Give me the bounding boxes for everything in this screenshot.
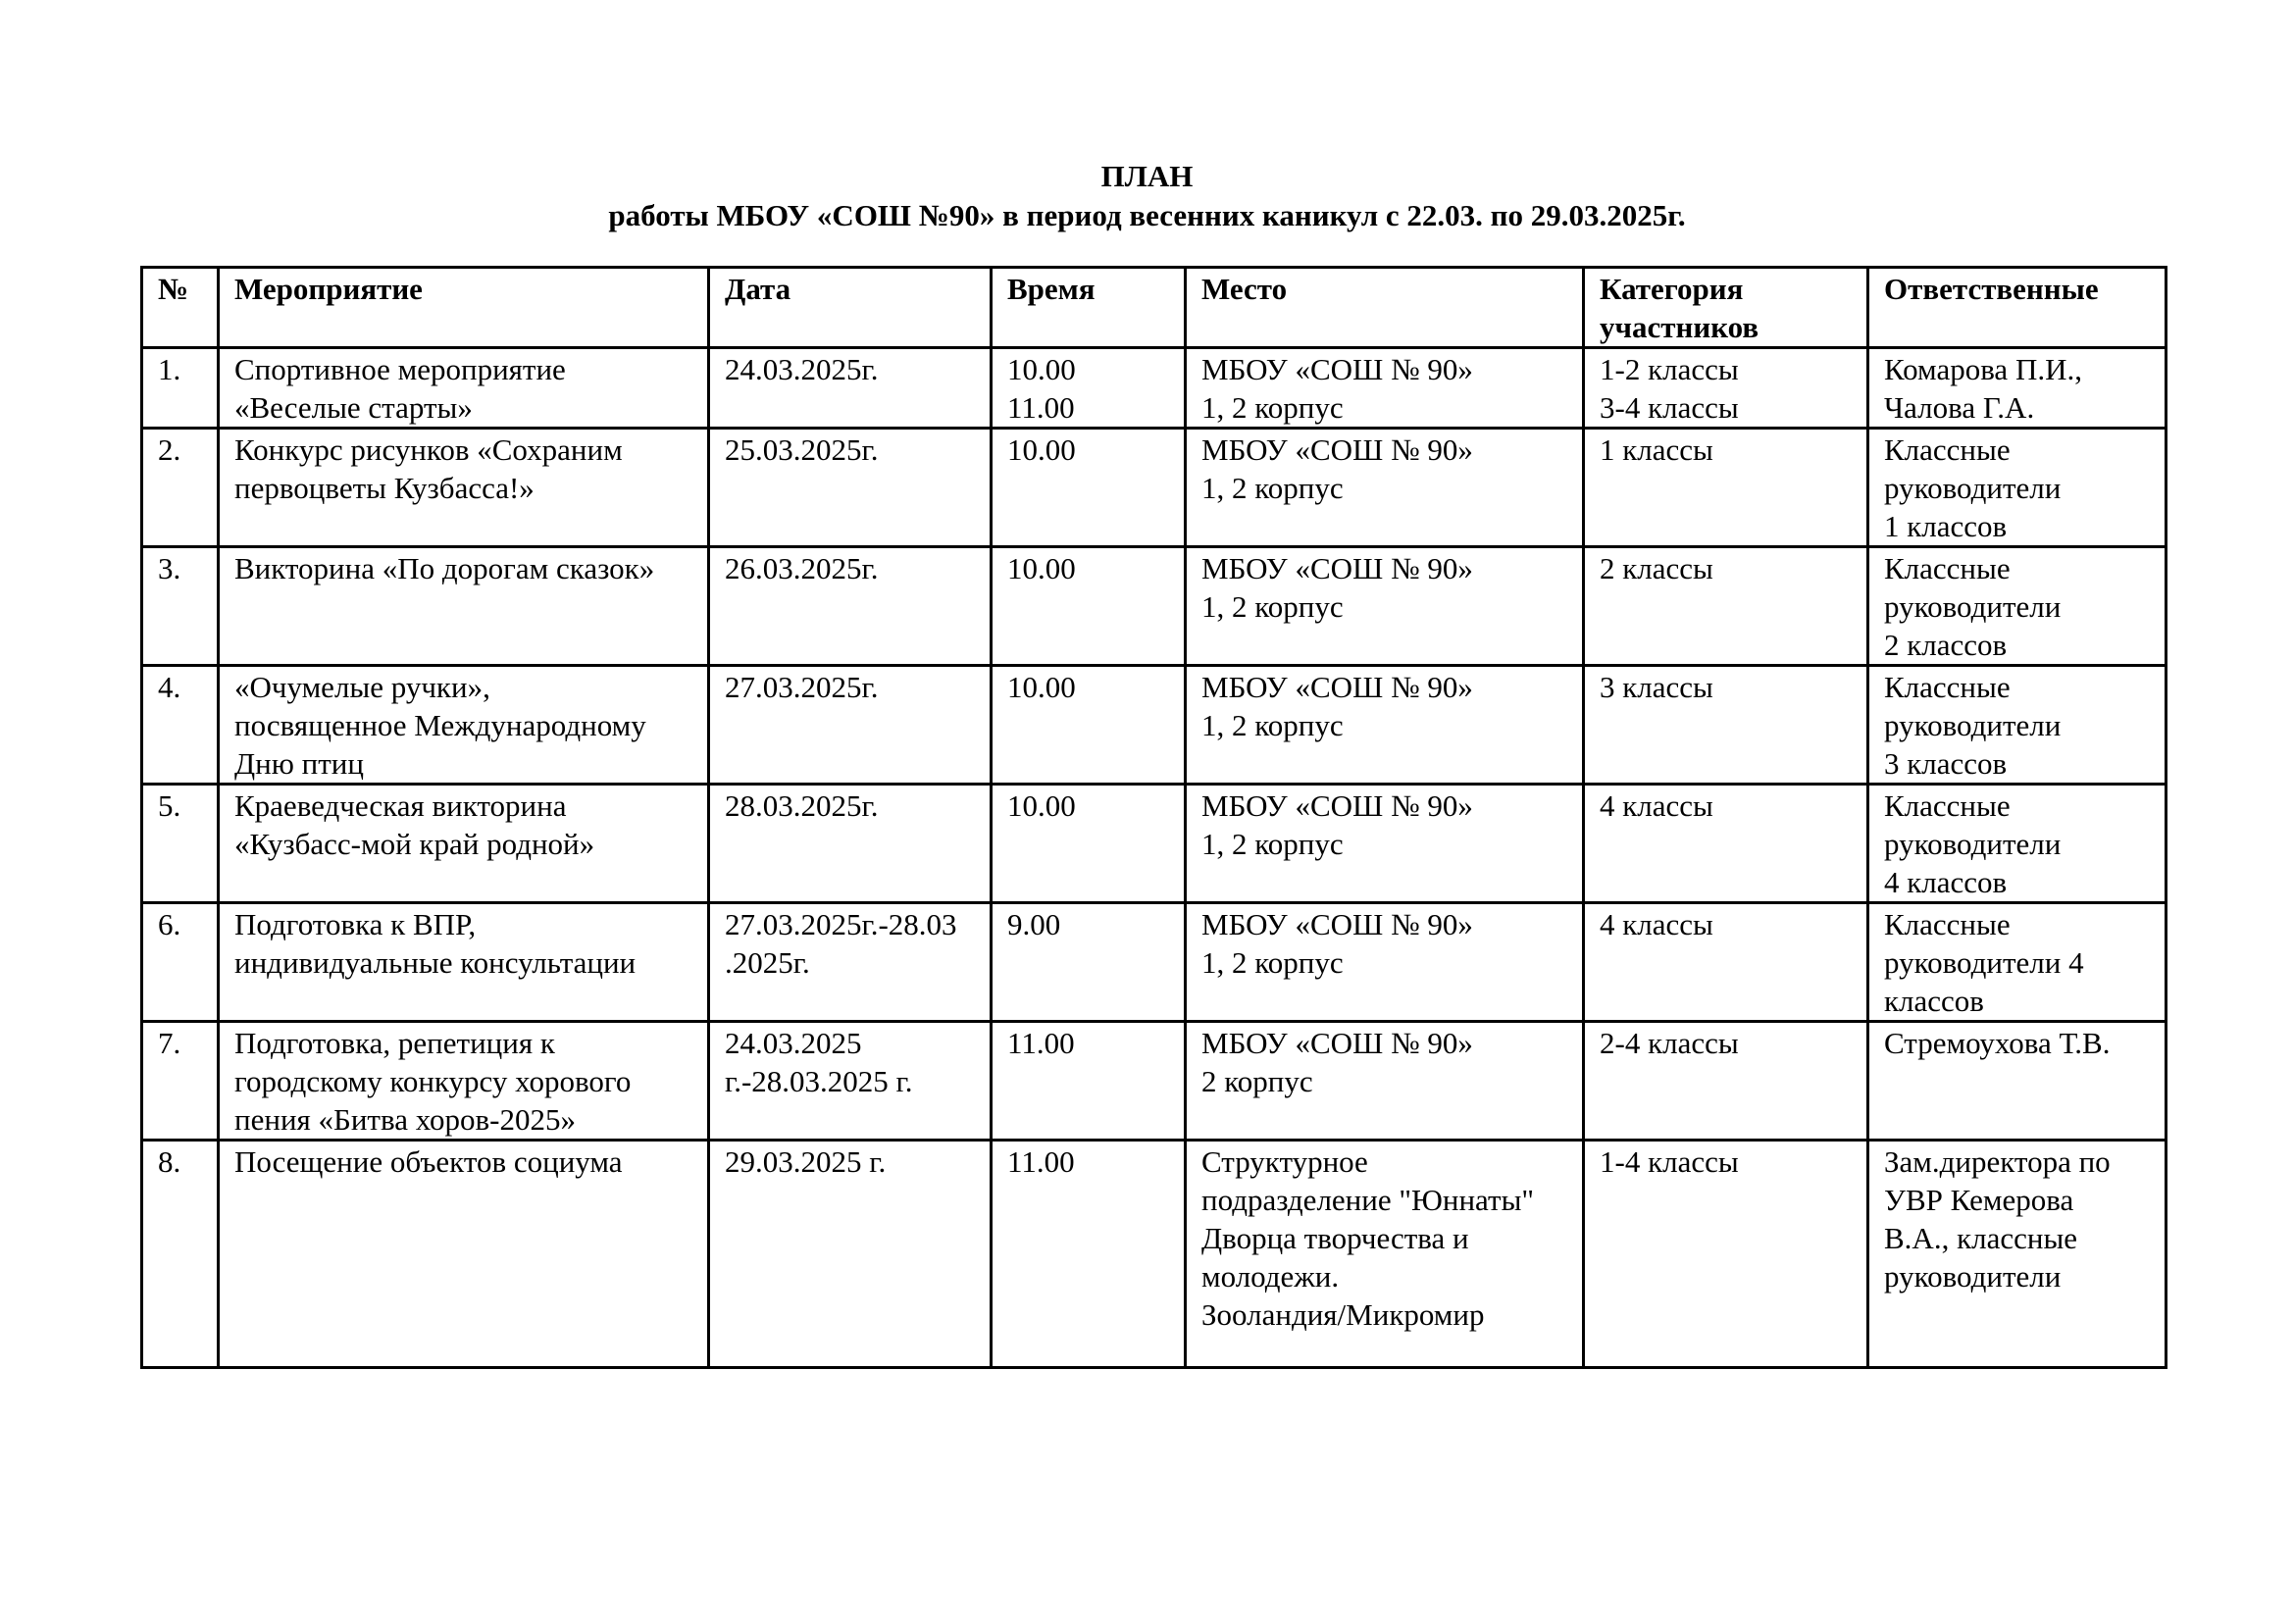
cell-time (992, 903, 1186, 1022)
header-category: Категория участников (1584, 268, 1868, 348)
cell-responsible (1868, 666, 2167, 785)
cell-category-line: 4 классы (1600, 907, 1713, 941)
cell-num-text: 7. (158, 1026, 181, 1060)
cell-place-line: 1, 2 корпус (1201, 708, 1344, 742)
cell-event-line: городскому конкурсу хорового (234, 1064, 632, 1098)
cell-time-line: 10.00 (1007, 788, 1076, 823)
cell-place-line: Дворца творчества и (1201, 1221, 1469, 1255)
cell-event-line: Подготовка к ВПР, (234, 907, 477, 941)
cell-place-line: подразделение "Юннаты" (1201, 1183, 1535, 1217)
cell-time-line: 11.00 (1007, 1026, 1075, 1060)
cell-responsible-line: 3 классов (1884, 746, 2008, 781)
cell-event-line: Подготовка, репетиция к (234, 1026, 555, 1060)
cell-event-line: Викторина «По дорогам сказок» (234, 551, 655, 585)
cell-date-line: 29.03.2025 г. (725, 1144, 887, 1179)
cell-place (1186, 666, 1584, 785)
cell-responsible (1868, 785, 2167, 903)
cell-event-line: индивидуальные консультации (234, 945, 637, 980)
cell-place (1186, 785, 1584, 903)
cell-time (992, 1022, 1186, 1141)
cell-responsible (1868, 903, 2167, 1022)
cell-event (219, 1022, 709, 1141)
cell-event (219, 348, 709, 429)
cell-category-line: 2-4 классы (1600, 1026, 1739, 1060)
document-subtitle: работы МБОУ «СОШ №90» в период весенних каникул с 22.03. по 29.03.2025г. (608, 198, 1686, 232)
cell-time (992, 785, 1186, 903)
cell-responsible (1868, 429, 2167, 547)
cell-place-line: 1, 2 корпус (1201, 827, 1344, 861)
cell-place-line: Зооландия/Микромир (1201, 1297, 1485, 1332)
cell-num (142, 547, 219, 666)
cell-responsible-line: руководители (1884, 1259, 2062, 1294)
cell-time-line: 10.00 (1007, 432, 1076, 467)
table-row (142, 666, 2167, 785)
cell-responsible-line: руководители 4 (1884, 945, 2084, 980)
cell-time-line: 11.00 (1007, 390, 1075, 425)
cell-category-line: 1-2 классы (1600, 352, 1739, 386)
cell-responsible-line: руководители (1884, 827, 2062, 861)
cell-category-line: 2 классы (1600, 551, 1713, 585)
cell-num (142, 903, 219, 1022)
cell-event (219, 547, 709, 666)
cell-place (1186, 1022, 1584, 1141)
cell-responsible-line: Классные (1884, 907, 2011, 941)
cell-event-line: первоцветы Кузбасса!» (234, 471, 535, 505)
cell-responsible-line: Чалова Г.А. (1884, 390, 2035, 425)
cell-responsible-line: 1 классов (1884, 509, 2008, 543)
cell-place-line: МБОУ «СОШ № 90» (1201, 352, 1473, 386)
cell-place (1186, 348, 1584, 429)
cell-place-line: МБОУ «СОШ № 90» (1201, 1026, 1473, 1060)
cell-event-line: пения «Битва хоров-2025» (234, 1102, 576, 1137)
cell-num-text: 1. (158, 352, 181, 386)
document-heading (0, 157, 2294, 235)
cell-place-line: 1, 2 корпус (1201, 589, 1344, 624)
cell-responsible-line: руководители (1884, 471, 2062, 505)
cell-responsible-line: Комарова П.И., (1884, 352, 2082, 386)
cell-num (142, 1141, 219, 1368)
table-body (142, 348, 2167, 1368)
cell-category-line: 4 классы (1600, 788, 1713, 823)
cell-date-line: 24.03.2025г. (725, 352, 879, 386)
cell-responsible-line: УВР Кемерова (1884, 1183, 2074, 1217)
cell-num-text: 3. (158, 551, 181, 585)
cell-place (1186, 903, 1584, 1022)
cell-date (709, 547, 992, 666)
cell-time (992, 348, 1186, 429)
cell-num (142, 429, 219, 547)
cell-category (1584, 348, 1868, 429)
cell-responsible-line: руководители (1884, 589, 2062, 624)
cell-responsible-line: руководители (1884, 708, 2062, 742)
cell-time-line: 10.00 (1007, 352, 1076, 386)
cell-place-line: МБОУ «СОШ № 90» (1201, 788, 1473, 823)
cell-num-text: 5. (158, 788, 181, 823)
cell-time-line: 10.00 (1007, 670, 1076, 704)
cell-date-line: 27.03.2025г. (725, 670, 879, 704)
cell-category-line: 1-4 классы (1600, 1144, 1739, 1179)
cell-time-line: 11.00 (1007, 1144, 1075, 1179)
cell-category (1584, 547, 1868, 666)
cell-place (1186, 429, 1584, 547)
cell-time (992, 1141, 1186, 1368)
cell-category (1584, 666, 1868, 785)
cell-event-line: посвященное Международному (234, 708, 646, 742)
cell-event (219, 1141, 709, 1368)
cell-num (142, 785, 219, 903)
cell-date-line: 25.03.2025г. (725, 432, 879, 467)
cell-responsible (1868, 348, 2167, 429)
cell-time (992, 429, 1186, 547)
cell-responsible-line: Классные (1884, 551, 2011, 585)
cell-responsible (1868, 1022, 2167, 1141)
header-num: № (142, 268, 219, 348)
cell-num (142, 1022, 219, 1141)
cell-responsible-line: В.А., классные (1884, 1221, 2078, 1255)
cell-date-line: .2025г. (725, 945, 810, 980)
table-row (142, 1022, 2167, 1141)
cell-place (1186, 1141, 1584, 1368)
cell-category (1584, 429, 1868, 547)
cell-date (709, 1141, 992, 1368)
cell-responsible-line: Классные (1884, 670, 2011, 704)
cell-place-line: 1, 2 корпус (1201, 471, 1344, 505)
cell-responsible-line: Классные (1884, 788, 2011, 823)
cell-event-line: «Очумелые ручки», (234, 670, 490, 704)
cell-date (709, 903, 992, 1022)
cell-place (1186, 547, 1584, 666)
cell-place-line: МБОУ «СОШ № 90» (1201, 907, 1473, 941)
cell-event-line: Спортивное мероприятие (234, 352, 566, 386)
cell-num-text: 6. (158, 907, 181, 941)
cell-event-line: «Кузбасс-мой край родной» (234, 827, 595, 861)
cell-date (709, 666, 992, 785)
cell-num-text: 2. (158, 432, 181, 467)
cell-event (219, 429, 709, 547)
cell-responsible-line: 2 классов (1884, 628, 2008, 662)
cell-place-line: 2 корпус (1201, 1064, 1313, 1098)
cell-event-line: Дню птиц (234, 746, 364, 781)
cell-responsible-line: классов (1884, 984, 1984, 1018)
table-row (142, 785, 2167, 903)
cell-responsible-line: Классные (1884, 432, 2011, 467)
cell-date (709, 348, 992, 429)
cell-category (1584, 1141, 1868, 1368)
cell-place-line: 1, 2 корпус (1201, 945, 1344, 980)
cell-event-line: Краеведческая викторина (234, 788, 567, 823)
table-row (142, 547, 2167, 666)
cell-responsible-line: Зам.директора по (1884, 1144, 2111, 1179)
table-header-row (142, 268, 2167, 348)
cell-place-line: Структурное (1201, 1144, 1368, 1179)
cell-place-line: МБОУ «СОШ № 90» (1201, 551, 1473, 585)
cell-num (142, 666, 219, 785)
cell-category (1584, 785, 1868, 903)
cell-date-line: г.-28.03.2025 г. (725, 1064, 913, 1098)
cell-responsible-line: Стремоухова Т.В. (1884, 1026, 2111, 1060)
plan-table (140, 266, 2167, 1369)
table-row (142, 348, 2167, 429)
cell-place-line: молодежи. (1201, 1259, 1340, 1294)
header-time: Время (992, 268, 1186, 348)
cell-place-line: 1, 2 корпус (1201, 390, 1344, 425)
cell-time (992, 666, 1186, 785)
table-row (142, 429, 2167, 547)
cell-event-line: «Веселые старты» (234, 390, 473, 425)
cell-time-line: 10.00 (1007, 551, 1076, 585)
document-title: ПЛАН (1100, 159, 1194, 193)
cell-category-line: 3 классы (1600, 670, 1713, 704)
cell-num-text: 4. (158, 670, 181, 704)
cell-date-line: 26.03.2025г. (725, 551, 879, 585)
cell-category-line: 3-4 классы (1600, 390, 1739, 425)
cell-category-line: 1 классы (1600, 432, 1713, 467)
cell-time (992, 547, 1186, 666)
cell-responsible (1868, 547, 2167, 666)
table-row (142, 1141, 2167, 1368)
cell-event-line: Посещение объектов социума (234, 1144, 623, 1179)
table-row (142, 903, 2167, 1022)
cell-responsible (1868, 1141, 2167, 1368)
cell-num-text: 8. (158, 1144, 181, 1179)
header-event: Мероприятие (219, 268, 709, 348)
cell-time-line: 9.00 (1007, 907, 1061, 941)
header-place: Место (1186, 268, 1584, 348)
cell-category (1584, 1022, 1868, 1141)
cell-date (709, 429, 992, 547)
cell-date (709, 1022, 992, 1141)
header-responsible: Ответственные (1868, 268, 2167, 348)
cell-event (219, 666, 709, 785)
cell-category (1584, 903, 1868, 1022)
header-date: Дата (709, 268, 992, 348)
cell-event-line: Конкурс рисунков «Сохраним (234, 432, 623, 467)
cell-date-line: 28.03.2025г. (725, 788, 879, 823)
cell-date-line: 27.03.2025г.-28.03 (725, 907, 957, 941)
cell-event (219, 903, 709, 1022)
cell-responsible-line: 4 классов (1884, 865, 2008, 899)
cell-date-line: 24.03.2025 (725, 1026, 862, 1060)
cell-date (709, 785, 992, 903)
cell-event (219, 785, 709, 903)
cell-place-line: МБОУ «СОШ № 90» (1201, 432, 1473, 467)
cell-num (142, 348, 219, 429)
cell-place-line: МБОУ «СОШ № 90» (1201, 670, 1473, 704)
